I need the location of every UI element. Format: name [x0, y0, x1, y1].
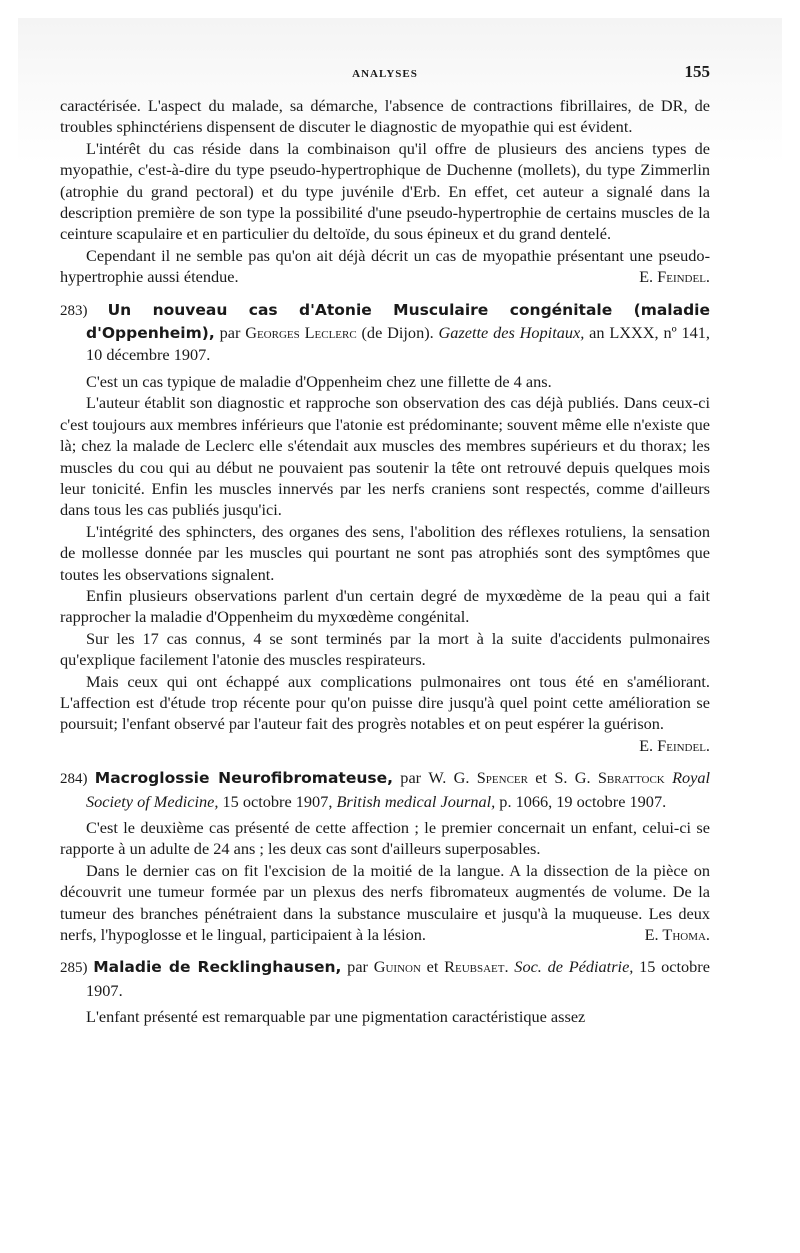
intro-paragraph: L'intérêt du cas réside dans la combinaison qu'il offre de plusieurs des anciens types de myopathie, c'est-à-dire du type pseudo-hypertrophique de Duchenne (mollets), du type Zimmerlin (atrophie du grand pectoral) et du type juvénile d'Erb. En effet, cet auteur a signalé dans la description première de son type la possibilité d'une pseudo-hypertrophie de certains muscles de la ceinture scapulaire et en particulier du deltoïde, du sous épineux et du grand dentelé. — [60, 138, 710, 244]
entry-by: par — [347, 957, 368, 977]
signature: E. Thoma. — [644, 925, 710, 945]
page-header — [60, 62, 710, 82]
entry-author: Guinon — [373, 957, 421, 977]
entry-number: 285) — [60, 960, 88, 977]
entry-paragraph — [60, 860, 710, 946]
entry-author: Reubsaet. — [444, 957, 509, 977]
entry-citation: p. 1066, 19 octobre 1907. — [499, 791, 667, 811]
entry-paragraph: Sur les 17 cas connus, 4 se sont terminés par la mort à la suite d'accidents pulmonaires qu'explique facilement l'atonie des muscles respirateurs. — [60, 628, 710, 670]
signature: E. Feindel. — [639, 267, 710, 287]
entry-by: par — [400, 768, 422, 788]
entry-author: S. G. Sbrattock — [554, 768, 665, 788]
entry-journal: Royal Society of Medicine, — [86, 768, 711, 811]
entry-author: Georges Leclerc — [245, 323, 357, 343]
entry-paragraph-text: Mais ceux qui ont échappé aux complications pulmonaires ont tous été en s'améliorant. L'affection est d'étude trop récente pour qu'on puisse dire jusqu'à quel point cette amélioration se poursuit; l'enfant observé par l'auteur fait des progrès notables et on peut espérer la guérison. — [60, 671, 710, 734]
page-number: 155 — [684, 62, 710, 81]
entry-author: W. G. Spencer — [428, 768, 528, 788]
entry-paragraph — [60, 671, 710, 755]
entry-and: et — [426, 957, 439, 977]
entry-by: par — [219, 323, 241, 343]
entry-date: 15 octobre 1907, — [222, 791, 333, 811]
running-title: ANALYSES — [352, 68, 418, 80]
entry-heading — [60, 956, 710, 1001]
intro-paragraph — [60, 245, 710, 288]
entry-journal: Gazette des Hopitaux, — [438, 323, 585, 343]
entry-number: 284) — [60, 771, 88, 788]
entry-paragraph-text: Dans le dernier cas on fit l'excision de la moitié de la langue. A la dissection de la pièce on découvrit une tumeur formée par un plexus des nerfs fibromateux augmentés de volume. De la tumeur des branches pénétraient dans la substance musculaire et jusqu'à la muqueuse. Les deux nerfs, l'hypoglosse et le lingual, participaient à la lésion. — [60, 860, 710, 945]
entry-title: Macroglossie Neurofibromateuse, — [94, 769, 393, 788]
entry-journal: Soc. de Pédiatrie, — [514, 957, 634, 977]
entry-heading — [60, 299, 710, 366]
entry-paragraph: L'enfant présenté est remarquable par une pigmentation caractéristique assez — [86, 1007, 586, 1027]
page-body — [60, 95, 710, 1028]
intro-paragraph-text: Cependant il ne semble pas qu'on ait déjà décrit un cas de myopathie présentant une pseudo-hypertrophie aussi étendue. — [60, 245, 710, 287]
entry-citation: an LXXX, nº 141, 10 décembre 1907. — [86, 323, 710, 365]
entry-paragraph: L'auteur établit son diagnostic et rapproche son observation des cas déjà publiés. Dans ceux-ci c'est toujours aux membres inférieurs que l'atonie est prédominante; souvent même elle n'existe que là; chez la malade de Leclerc elle s'étendait aux muscles des membres supérieurs et du thorax; les muscles du cou qui au début ne pouvaient pas soutenir la tête ont retrouvé depuis quelques mois leur tonicité. Enfin les muscles innervés par les nerfs craniens sont respectés, comme d'ailleurs dans tous les cas publiés jusqu'ici. — [60, 393, 710, 520]
entry-and: et — [535, 768, 548, 788]
entry-paragraph: C'est le deuxième cas présenté de cette affection ; le premier concernait un enfant, celui-ci se rapporte à un adulte de 24 ans ; les deux cas sont d'ailleurs superposables. — [60, 818, 710, 859]
entry-title: Maladie de Recklinghausen, — [93, 958, 342, 977]
entry-paragraph: L'intégrité des sphincters, des organes des sens, l'abolition des réflexes rotuliens, la sensation de mollesse donnée par les muscles qui pourtant ne sont pas atrophiés sont des symptômes que toutes les observations signalent. — [60, 521, 710, 584]
entry-title: Un nouveau cas d'Atonie Musculaire congénitale (maladie d'Oppenheim), — [86, 300, 710, 343]
entry-number: 283) — [60, 302, 88, 319]
entry-origin: (de Dijon). — [361, 323, 434, 343]
entry-paragraph: Enfin plusieurs observations parlent d'un certain degré de myxœdème de la peau qui a fait rapprocher la maladie d'Oppenheim du myxœdème congénital. — [60, 585, 710, 627]
entry-date: 15 octobre 1907. — [86, 957, 710, 1000]
intro-paragraph: caractérisée. L'aspect du malade, sa démarche, l'absence de contractions fibrillaires, de DR, de troubles sphinctériens dispensent de discuter le diagnostic de myopathie qui est évident. — [60, 96, 710, 137]
entry-paragraph: C'est un cas typique de maladie d'Oppenheim chez une fillette de 4 ans. — [86, 371, 552, 391]
entry-journal: British medical Journal, — [336, 791, 496, 811]
entry-heading — [60, 767, 710, 812]
signature: E. Feindel. — [639, 735, 710, 755]
